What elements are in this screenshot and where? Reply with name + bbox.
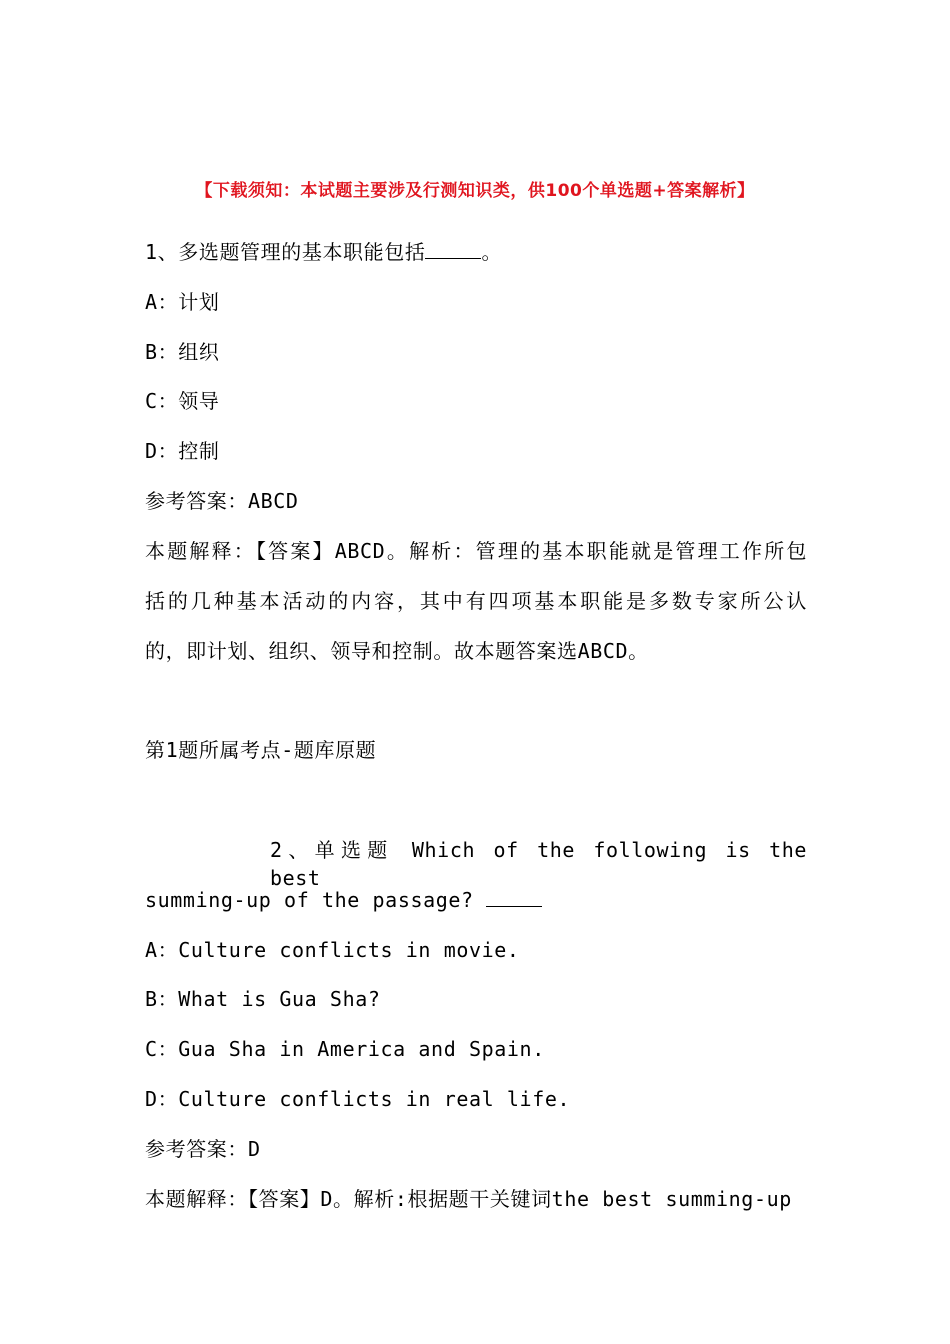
question-1-option-d: D：控制 <box>145 439 220 463</box>
question-1-option-b: B：组织 <box>145 340 220 364</box>
question-1-explanation-line: 本题解释：【答案】ABCD。解析：管理的基本职能就是管理工作所包 <box>145 539 807 563</box>
answer-blank <box>425 242 481 259</box>
question-2-stem-text: summing-up of the passage? <box>145 888 474 912</box>
question-2-option-c: C：Gua Sha in America and Spain. <box>145 1037 545 1061</box>
question-1-explanation-line: 括的几种基本活动的内容，其中有四项基本职能是多数专家所公认 <box>145 589 807 613</box>
question-2-stem-line: 2、单选题 Which of the following is the best <box>270 838 807 890</box>
question-2-answer: 参考答案：D <box>145 1137 261 1161</box>
question-1-stem <box>145 238 807 266</box>
question-1-stem-text: 1、多选题管理的基本职能包括 <box>145 240 426 264</box>
answer-blank <box>486 890 542 907</box>
question-2-option-d: D：Culture conflicts in real life. <box>145 1087 571 1111</box>
question-1-source: 第1题所属考点-题库原题 <box>145 738 377 762</box>
question-2-option-b: B：What is Gua Sha? <box>145 987 381 1011</box>
question-2-stem-line-2 <box>145 886 807 914</box>
question-2-explanation-line: 本题解释：【答案】D。解析:根据题干关键词the best summing-up <box>145 1187 792 1211</box>
question-1-stem-end: 。 <box>481 240 503 264</box>
question-2-option-a: A：Culture conflicts in movie. <box>145 938 520 962</box>
question-1-option-a: A：计划 <box>145 290 220 314</box>
download-notice: 【下载须知：本试题主要涉及行测知识类，供100个单选题+答案解析】 <box>195 181 755 201</box>
question-1-option-c: C：领导 <box>145 389 220 413</box>
question-1-explanation-line: 的，即计划、组织、领导和控制。故本题答案选ABCD。 <box>145 639 649 663</box>
question-1-answer: 参考答案：ABCD <box>145 489 299 513</box>
